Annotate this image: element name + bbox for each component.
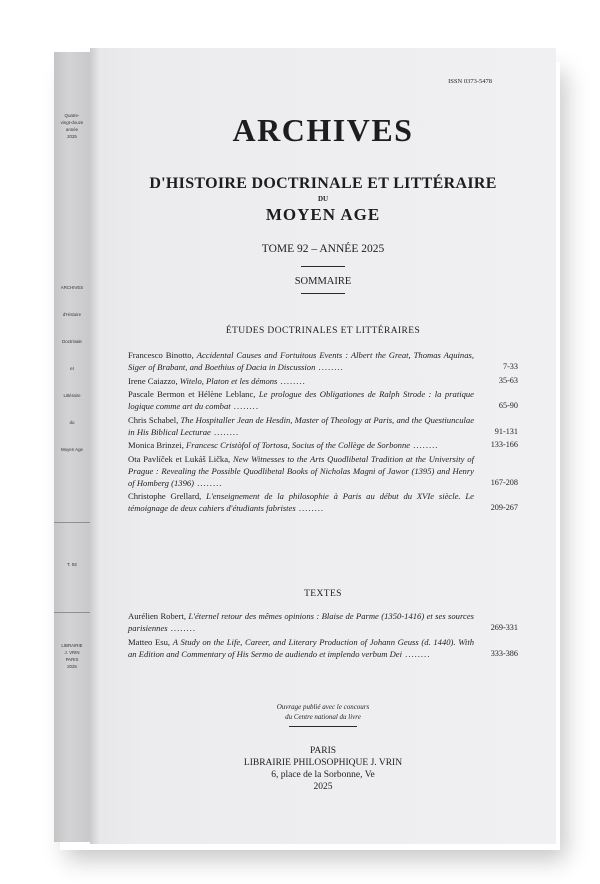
toc-pages: 133-166 [490, 440, 518, 449]
spine-tome: T. 92 [67, 562, 77, 567]
toc-leader: ........ [402, 648, 431, 659]
journal-subtitle-du: DU [317, 195, 329, 203]
publisher-name: LIBRAIRIE PHILOSOPHIQUE J. VRIN [243, 758, 403, 768]
divider [289, 726, 357, 727]
toc-author: Irene Caiazzo, [128, 375, 178, 386]
toc-title: Witelo, Platon et les démons [179, 375, 278, 386]
publisher-block [90, 745, 556, 793]
toc-title: L'enseignement de la philosophie à Paris au début du XVIe siècle. Le témoignage de deux cahiers d'étudiants fabristes [128, 491, 474, 513]
toc-leader: ........ [277, 375, 306, 386]
toc-author: Pascale Bermon et Hélène Leblanc, [128, 389, 256, 399]
toc-pages: 65-90 [498, 401, 518, 410]
spine-top-line: 2025 [67, 134, 77, 139]
spine-title-word: d'Histoire [62, 312, 82, 317]
contents-heading: SOMMAIRE [294, 276, 352, 287]
journal-subtitle: D'HISTOIRE DOCTRINALE ET LITTÉRAIRE [149, 175, 497, 192]
spine-publisher [54, 642, 90, 670]
section-textes-heading: TEXTES [304, 589, 342, 599]
spine-title-word: Doctrinale [62, 339, 82, 344]
toc-entry [128, 453, 518, 489]
toc-leader: ........ [230, 401, 259, 411]
toc-author: Monica Brinzei, [128, 440, 184, 450]
toc-textes-list [128, 610, 518, 661]
toc-title: Accidental Causes and Fortuitous Events : Albert the Great, Thomas Aquinas, Siger of Brabant, and Boethius of Dacia in Discussion [128, 350, 475, 372]
toc-leader: ........ [410, 440, 439, 450]
toc-pages: 35-63 [498, 375, 518, 385]
toc-author: Chris Schabel, [128, 414, 179, 425]
toc-pages: 269-331 [490, 623, 518, 632]
spine-publisher-line: LIBRAIRIE [61, 643, 83, 648]
toc-leader: ........ [194, 477, 223, 488]
spine-publisher-line: J. VRIN [64, 650, 80, 655]
spine-title [54, 284, 90, 473]
toc-entry [128, 375, 518, 387]
toc-pages: 7-33 [502, 362, 518, 371]
spine-title-word: ARCHIVES [60, 285, 84, 290]
toc-title: Le prologue des Obligationes de Ralph Strode : la pratique logique comme art du combat [128, 389, 474, 411]
publication-note-line: du Centre national du livre [285, 713, 361, 721]
toc-author: Christophe Grellard, [128, 491, 202, 501]
toc-title: A Study on the Life, Career, and Literary Production of Johann Geuss (d. 1440). With an Edition and Commentary of His Sermo de audiendo et implendo verbum Dei [128, 636, 474, 659]
toc-title: L'éternel retour des mêmes opinions : Blaise de Parme (1350-1416) et ses sources parisiennes [128, 611, 474, 633]
spine-publisher-line: 2025 [67, 664, 77, 669]
publisher-year: 2025 [313, 782, 333, 792]
volume-year: TOME 92 – ANNÉE 2025 [261, 243, 385, 255]
toc-pages: 91-131 [494, 426, 518, 436]
book-cover [90, 48, 556, 844]
journal-subtitle-moyen-age: MOYEN AGE [265, 205, 381, 224]
spine-top-line: Quatre- [64, 113, 80, 118]
spine-top-line: année [65, 127, 79, 132]
toc-entry [128, 636, 518, 660]
toc-leader: ........ [167, 623, 196, 633]
spine-title-word: Moyen Age [61, 447, 83, 452]
toc-entry [128, 610, 518, 634]
section-etudes-heading: ÉTUDES DOCTRINALES ET LITTÉRAIRES [225, 326, 421, 336]
toc-entry [128, 490, 518, 514]
toc-title: The Hospitaller Jean de Hesdin, Master of Theology at Paris, and the Questiunculae in His Biblical Lecturae [128, 414, 475, 437]
toc-entry [128, 349, 518, 373]
spine-divider [54, 522, 90, 523]
journal-title: ARCHIVES [232, 112, 414, 148]
toc-author: Francesco Binotto, [128, 350, 194, 360]
toc-title: New Witnesses to the Arts Quodlibetal Tradition at the University of Prague : Revealing the Possible Quodlibetal Books of Nicholas Magni of Jawor (1395) and Henry of Homberg (1396) [128, 453, 474, 488]
toc-author: Aurélien Robert, [128, 611, 186, 621]
toc-etudes-list [128, 349, 518, 516]
spine-top-line: vingt-douze [60, 120, 84, 125]
toc-author: Matteo Esu, [128, 636, 171, 647]
publisher-city: PARIS [309, 746, 337, 756]
toc-entry [128, 439, 518, 451]
toc-leader: ........ [315, 362, 344, 372]
spine-title-word: Littéraire [63, 393, 81, 398]
spine-divider [54, 612, 90, 613]
toc-entry [128, 414, 518, 438]
toc-pages: 167-208 [490, 477, 518, 487]
publication-note-line: Ouvrage publié avec le concours [276, 703, 370, 711]
toc-leader: ........ [295, 503, 325, 513]
divider [301, 266, 345, 267]
issn: ISSN 0373-5478 [448, 78, 492, 85]
book-spine [54, 52, 91, 842]
spine-top-text [54, 112, 90, 140]
toc-pages: 333-386 [490, 648, 518, 658]
publication-note [90, 702, 556, 722]
spine-publisher-line: PARIS [65, 657, 79, 662]
toc-pages: 209-267 [490, 503, 518, 512]
toc-author: Ota Pavlíček et Lukáš Lička, [128, 453, 231, 464]
toc-entry [128, 388, 518, 412]
toc-leader: ........ [210, 426, 240, 437]
publisher-address: 6, place de la Sorbonne, Ve [271, 770, 375, 780]
toc-title: Francesc Cristòfol of Tortosa, Socius of the Collège de Sorbonne [186, 440, 411, 450]
divider [301, 293, 345, 294]
spine-title-word: du [69, 420, 75, 425]
spine-title-word: et [70, 366, 74, 371]
